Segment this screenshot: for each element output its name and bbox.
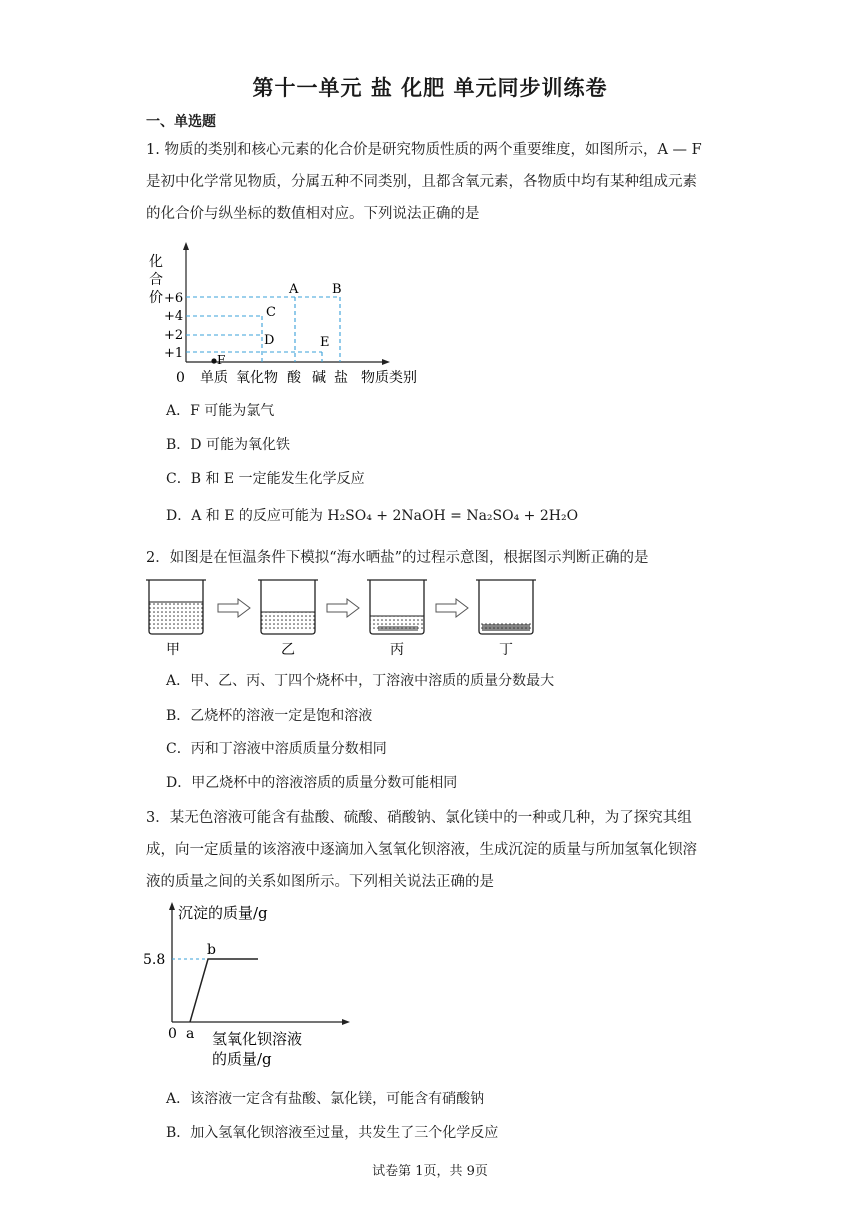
- y-label-2: 合: [149, 272, 163, 288]
- question-1-stem: [146, 134, 726, 230]
- chart-point-b: b: [207, 942, 216, 958]
- q1-option-d: [166, 505, 578, 525]
- point-f: F: [217, 353, 226, 367]
- x-tick-origin: 0: [176, 370, 185, 386]
- beaker-ding: [476, 580, 536, 634]
- x-tick-base: 碱: [312, 370, 326, 386]
- beaker-label-ding: 丁: [499, 642, 513, 658]
- point-b: B: [332, 282, 342, 297]
- question-2-stem: 2．如图是在恒温条件下模拟“海水晒盐”的过程示意图，根据图示判断正确的是: [146, 550, 649, 566]
- question-3-stem: [146, 802, 726, 898]
- x-tick-elemental: 单质: [200, 370, 228, 386]
- x-tick-oxide: 氧化物: [236, 370, 278, 386]
- chart-x-arrow: [342, 1019, 350, 1025]
- q1-line-2: 是初中化学常见物质，分属五种不同类别，且都含氧元素，各物质中均有某种组成元素: [146, 174, 697, 190]
- point-d: D: [264, 333, 275, 348]
- dashed-guides: [186, 297, 340, 362]
- beaker-bing: [367, 580, 427, 634]
- chart-series-line: [190, 959, 258, 1022]
- beaker-label-yi: 乙: [281, 642, 295, 658]
- point-f-dot: [211, 358, 216, 363]
- arrow-2: [327, 599, 359, 617]
- chart-y-tick: 5.8: [143, 952, 166, 968]
- chart-y-label: 沉淀的质量/g: [178, 904, 268, 922]
- q2-option-c: C．丙和丁溶液中溶质质量分数相同: [166, 741, 387, 757]
- arrow-1: [218, 599, 250, 617]
- y-tick-1: +1: [164, 346, 184, 361]
- x-axis-arrow: [382, 359, 390, 365]
- beaker-label-bing: 丙: [390, 642, 404, 658]
- y-label-3: 价: [149, 290, 163, 306]
- q1-option-d-prefix: D．A 和 E 的反应可能为: [166, 508, 328, 524]
- beaker-label-jia: 甲: [166, 642, 180, 658]
- point-a: A: [289, 282, 299, 297]
- y-tick-2: +2: [164, 328, 184, 343]
- q3-line-3: 液的质量之间的关系如图所示。下列相关说法正确的是: [146, 874, 494, 890]
- y-tick-6: +6: [164, 291, 184, 306]
- q1-line-3: 的化合价与纵坐标的数值相对应。下列说法正确的是: [146, 206, 480, 222]
- arrow-3: [436, 599, 468, 617]
- beaker-yi: [258, 580, 318, 634]
- x-tick-salt: 盐: [334, 370, 348, 386]
- x-tick-acid: 酸: [287, 370, 301, 386]
- q1-option-b: B．D 可能为氧化铁: [166, 437, 290, 453]
- y-label-1: 化: [149, 254, 163, 270]
- valence-category-diagram: [140, 240, 440, 390]
- q1-option-c: C．B 和 E 一定能发生化学反应: [166, 471, 365, 487]
- q2-option-a: A．甲、乙、丙、丁四个烧杯中，丁溶液中溶质的质量分数最大: [166, 673, 555, 689]
- chart-point-a: a: [186, 1026, 195, 1042]
- q1-line-1: 1. 物质的类别和核心元素的化合价是研究物质性质的两个重要维度，如图所示，A — F: [146, 142, 702, 158]
- section-heading: 一、单选题: [146, 114, 216, 130]
- q3-line-1: 3．某无色溶液可能含有盐酸、硫酸、硝酸钠、氯化镁中的一种或几种，为了探究其组: [146, 810, 692, 826]
- beaker-jia: [146, 580, 206, 634]
- point-c: C: [266, 305, 276, 320]
- beaker-process-diagram: [140, 574, 540, 660]
- q1-option-d-equation: H₂SO₄ + 2NaOH = Na₂SO₄ + 2H₂O: [327, 508, 579, 524]
- page-title: 第十一单元 盐 化肥 单元同步训练卷: [252, 75, 608, 100]
- point-e: E: [320, 335, 330, 350]
- y-tick-4: +4: [164, 309, 184, 324]
- q3-line-2: 成，向一定质量的该溶液中逐滴加入氢氧化钡溶液，生成沉淀的质量与所加氢氧化钡溶: [146, 842, 697, 858]
- q2-option-d: D．甲乙烧杯中的溶液溶质的质量分数可能相同: [166, 775, 458, 791]
- y-axis-arrow: [183, 242, 189, 250]
- q3-option-b: B．加入氢氧化钡溶液至过量，共发生了三个化学反应: [166, 1125, 499, 1141]
- q3-option-a: A．该溶液一定含有盐酸、氯化镁，可能含有硝酸钠: [166, 1091, 485, 1107]
- chart-origin: 0: [168, 1026, 177, 1042]
- page-footer: 试卷第 1页，共 9页: [372, 1164, 488, 1179]
- q1-option-a: A．F 可能为氯气: [166, 403, 275, 419]
- q2-option-b: B．乙烧杯的溶液一定是饱和溶液: [166, 708, 373, 724]
- x-axis-label: 物质类别: [361, 370, 417, 386]
- chart-y-arrow: [169, 902, 175, 910]
- chart-x-label-1: 氢氧化钡溶液: [212, 1030, 303, 1048]
- chart-x-label-2: 的质量/g: [212, 1050, 272, 1068]
- precipitate-chart: [140, 898, 390, 1078]
